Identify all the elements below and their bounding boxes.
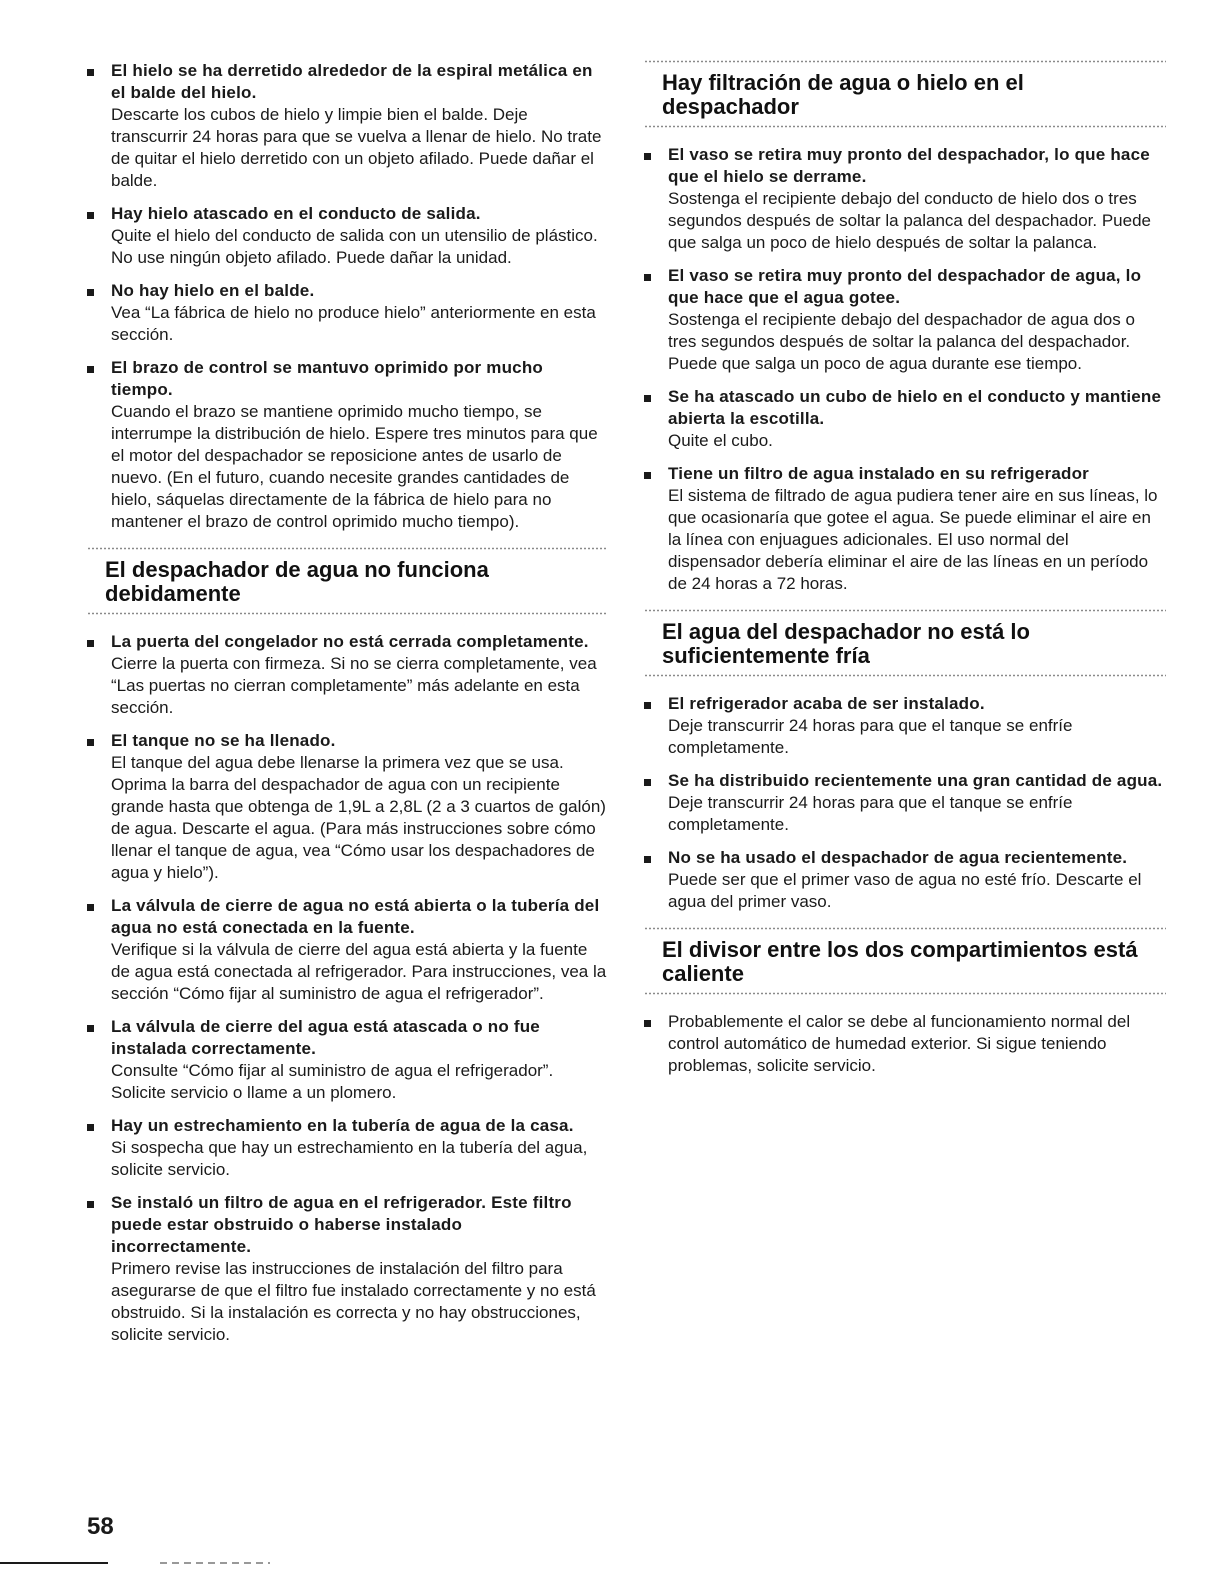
item-body: Sostenga el recipiente debajo del conducto de hielo dos o tres segundos después de soltar la palanca del despachador. Puede que salga un poco de hielo después de soltar la palanca. [668, 189, 1151, 252]
item-title: Hay hielo atascado en el conducto de salida. [111, 204, 481, 223]
item-body: Sostenga el recipiente debajo del despachador de agua dos o tres segundos después de soltar la palanca del despachador. Puede que salga un poco de agua durante ese tiempo. [668, 310, 1135, 373]
section-header [644, 927, 1166, 995]
left-column [87, 60, 607, 1357]
item-body: Deje transcurrir 24 horas para que el tanque se enfríe completamente. [668, 793, 1073, 834]
list-item [644, 847, 1166, 913]
list-item [87, 280, 607, 346]
bullet-icon [87, 366, 94, 373]
item-title: El refrigerador acaba de ser instalado. [668, 694, 985, 713]
item-title: La puerta del congelador no está cerrada completamente. [111, 632, 589, 651]
list-item [644, 265, 1166, 375]
bullet-icon [87, 1025, 94, 1032]
page-number: 58 [87, 1513, 114, 1540]
item-title: El hielo se ha derretido alrededor de la espiral metálica en el balde del hielo. [111, 61, 593, 102]
item-body: El sistema de filtrado de agua pudiera tener aire en sus líneas, lo que ocasionaría que gotee el agua. Se puede eliminar el aire en la línea con enjuagues adicionales. El uso normal del dispensador debería eliminar el aire de las líneas en un período de 24 horas a 72 horas. [668, 486, 1158, 593]
item-body: Vea “La fábrica de hielo no produce hielo” anteriormente en esta sección. [111, 303, 596, 344]
bullet-icon [644, 1020, 651, 1027]
item-title: El vaso se retira muy pronto del despachador de agua, lo que hace que el agua gotee. [668, 266, 1142, 307]
item-title: La válvula de cierre de agua no está abierta o la tubería del agua no está conectada en la fuente. [111, 896, 600, 937]
list-item [87, 1192, 607, 1346]
section-title: Hay filtración de agua o hielo en el despachador [662, 70, 1024, 119]
list-item [87, 895, 607, 1005]
item-title: Tiene un filtro de agua instalado en su refrigerador [668, 464, 1089, 483]
bullet-icon [87, 739, 94, 746]
bullet-icon [87, 640, 94, 647]
dotted-divider [644, 674, 1166, 677]
item-title: El brazo de control se mantuvo oprimido por mucho tiempo. [111, 358, 544, 399]
item-title: No hay hielo en el balde. [111, 281, 315, 300]
item-title: El vaso se retira muy pronto del despachador, lo que hace que el hielo se derrame. [668, 145, 1150, 186]
list-item [87, 60, 607, 192]
item-body: Quite el cubo. [668, 431, 773, 450]
list-item [644, 144, 1166, 254]
item-title: El tanque no se ha llenado. [111, 731, 336, 750]
item-title: Se ha distribuido recientemente una gran cantidad de agua. [668, 771, 1163, 790]
item-title: Se instaló un filtro de agua en el refrigerador. Este filtro puede estar obstruido o haberse instalado incorrectamente. [111, 1193, 572, 1256]
list-item [87, 1016, 607, 1104]
list-item [644, 386, 1166, 452]
item-title: La válvula de cierre del agua está atascada o no fue instalada correctamente. [111, 1017, 540, 1058]
item-title: Se ha atascado un cubo de hielo en el conducto y mantiene abierta la escotilla. [668, 387, 1162, 428]
footer-rule [0, 1562, 108, 1564]
section-title: El divisor entre los dos compartimientos está caliente [662, 937, 1138, 986]
bullet-icon [87, 69, 94, 76]
item-body: Cierre la puerta con firmeza. Si no se cierra completamente, vea “Las puertas no cierran completamente” más adelante en esta sección. [111, 654, 597, 717]
bullet-icon [644, 395, 651, 402]
section-title: El agua del despachador no está lo suficientemente fría [662, 619, 1030, 668]
dotted-divider [87, 612, 607, 615]
list-item [87, 730, 607, 884]
item-body: Puede ser que el primer vaso de agua no esté frío. Descarte el agua del primer vaso. [668, 870, 1142, 911]
bullet-icon [87, 289, 94, 296]
list-item [87, 203, 607, 269]
item-body: Verifique si la válvula de cierre del agua está abierta y la fuente de agua está conectada al refrigerador. Para instrucciones, vea la sección “Cómo fijar al suministro de agua el refrigerador”. [111, 940, 607, 1003]
dotted-divider [644, 992, 1166, 995]
list-item [644, 463, 1166, 595]
item-body: Descarte los cubos de hielo y limpie bien el balde. Deje transcurrir 24 horas para que se vuelva a llenar de hielo. No trate de quitar el hielo derretido con un objeto afilado. Puede dañar el balde. [111, 105, 602, 190]
footer-marks [160, 1562, 270, 1564]
list-item [87, 631, 607, 719]
item-body: Deje transcurrir 24 horas para que el tanque se enfríe completamente. [668, 716, 1073, 757]
item-body: Consulte “Cómo fijar al suministro de agua el refrigerador”. Solicite servicio o llame a un plomero. [111, 1061, 554, 1102]
bullet-icon [87, 1124, 94, 1131]
bullet-icon [644, 153, 651, 160]
section-header [644, 609, 1166, 677]
list-item [87, 357, 607, 533]
section-header [644, 60, 1166, 128]
item-title: No se ha usado el despachador de agua recientemente. [668, 848, 1128, 867]
section-title: El despachador de agua no funciona debidamente [105, 557, 489, 606]
bullet-icon [644, 274, 651, 281]
right-column [644, 60, 1166, 1088]
item-body: Primero revise las instrucciones de instalación del filtro para asegurarse de que el filtro fue instalado correctamente y no está obstruido. Si la instalación es correcta y no hay obstrucciones, solicite servicio. [111, 1259, 596, 1344]
item-body: Si sospecha que hay un estrechamiento en la tubería del agua, solicite servicio. [111, 1138, 588, 1179]
list-item [644, 1011, 1166, 1077]
bullet-icon [644, 779, 651, 786]
bullet-icon [87, 904, 94, 911]
item-body: Probablemente el calor se debe al funcionamiento normal del control automático de humedad exterior. Si sigue teniendo problemas, solicite servicio. [668, 1012, 1131, 1075]
item-body: El tanque del agua debe llenarse la primera vez que se usa. Oprima la barra del despachador de agua con un recipiente grande hasta que obtenga de 1,9L a 2,8L (2 a 3 cuartos de galón) de agua. Descarte el agua. (Para más instrucciones sobre cómo llenar el tanque de agua, vea “Cómo usar los despachadores de agua y hielo”). [111, 753, 606, 882]
list-item [87, 1115, 607, 1181]
list-item [644, 693, 1166, 759]
item-title: Hay un estrechamiento en la tubería de agua de la casa. [111, 1116, 574, 1135]
bullet-icon [644, 702, 651, 709]
bullet-icon [87, 212, 94, 219]
dotted-divider [644, 125, 1166, 128]
bullet-icon [87, 1201, 94, 1208]
list-item [644, 770, 1166, 836]
bullet-icon [644, 856, 651, 863]
item-body: Cuando el brazo se mantiene oprimido mucho tiempo, se interrumpe la distribución de hielo. Espere tres minutos para que el motor del despachador se reposicione antes de usarlo de nuevo. (En el futuro, cuando necesite grandes cantidades de hielo, sáquelas directamente de la fábrica de hielo para no mantener el brazo de control oprimido mucho tiempo). [111, 402, 598, 531]
bullet-icon [644, 472, 651, 479]
section-header [87, 547, 607, 615]
item-body: Quite el hielo del conducto de salida con un utensilio de plástico. No use ningún objeto afilado. Puede dañar la unidad. [111, 226, 598, 267]
